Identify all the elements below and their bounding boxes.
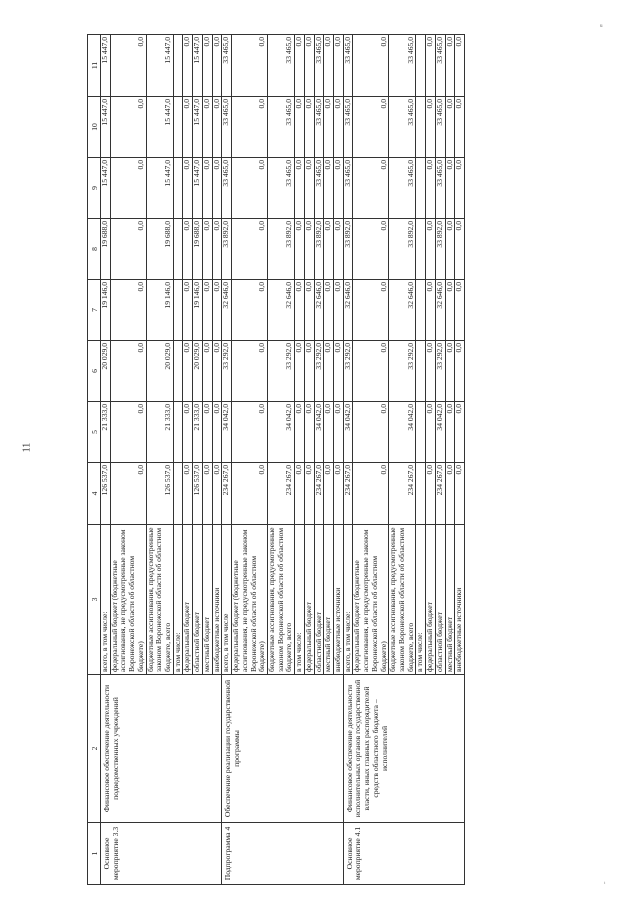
amount-cell: 33 292,0: [222, 341, 232, 402]
amount-cell: 0,0: [304, 219, 314, 280]
amount-cell: 0,0: [304, 463, 314, 525]
amount-cell: 0,0: [110, 97, 146, 158]
amount-cell: 0,0: [202, 463, 212, 525]
amount-cell: 0,0: [455, 97, 465, 158]
amount-cell: 33 892,0: [435, 219, 445, 280]
amount-cell: 0,0: [445, 402, 455, 463]
amount-cell: 0,0: [426, 463, 436, 525]
amount-cell: 0,0: [202, 402, 212, 463]
amount-cell: 33 465,0: [435, 158, 445, 219]
amount-cell: 33 292,0: [389, 341, 416, 402]
amount-cell: 0,0: [333, 97, 343, 158]
amount-cell: 33 892,0: [343, 219, 353, 280]
amount-cell: 0,0: [212, 402, 222, 463]
amount-cell: 34 042,0: [435, 402, 445, 463]
amount-cell: 33 465,0: [267, 35, 294, 97]
amount-cell: 0,0: [212, 158, 222, 219]
amount-cell: 234 267,0: [222, 463, 232, 525]
amount-cell: 0,0: [183, 341, 193, 402]
amount-cell: 0,0: [353, 280, 389, 341]
amount-cell: 15 447,0: [101, 35, 111, 97]
amount-cell: 0,0: [445, 280, 455, 341]
table-row: [222, 35, 232, 885]
amount-cell: 0,0: [426, 158, 436, 219]
amount-cell: 0,0: [333, 280, 343, 341]
amount-cell: 0,0: [426, 219, 436, 280]
amount-cell: 20 029,0: [146, 341, 173, 402]
amount-cell: 0,0: [212, 341, 222, 402]
amount-cell: 34 042,0: [222, 402, 232, 463]
amount-cell: 0,0: [295, 280, 305, 341]
amount-cell: 33 465,0: [222, 97, 232, 158]
amount-cell: 0,0: [110, 219, 146, 280]
amount-cell: 33 892,0: [267, 219, 294, 280]
amount-cell: 0,0: [202, 341, 212, 402]
amount-cell: 0,0: [212, 219, 222, 280]
amount-cell: 0,0: [353, 97, 389, 158]
funding-source-cell: федеральный бюджет (бюджетные ассигнования, не предусмотренные законом Воронежской области об областном бюджете): [232, 525, 268, 675]
amount-cell: 0,0: [324, 402, 334, 463]
amount-cell: 0,0: [353, 341, 389, 402]
amount-cell: 33 465,0: [435, 97, 445, 158]
funding-source-cell: бюджетные ассигнования, предусмотренные законом Воронежской области об областном бюджете, всего: [389, 525, 416, 675]
amount-cell: 0,0: [324, 35, 334, 97]
amount-cell: 0,0: [183, 219, 193, 280]
amount-cell: 0,0: [295, 219, 305, 280]
amount-cell: 15 447,0: [146, 158, 173, 219]
amount-cell: 234 267,0: [343, 463, 353, 525]
funding-source-cell: федеральный бюджет: [304, 525, 314, 675]
amount-cell: 0,0: [426, 402, 436, 463]
amount-cell: 33 465,0: [222, 158, 232, 219]
amount-cell: 0,0: [333, 35, 343, 97]
amount-cell: 0,0: [304, 97, 314, 158]
amount-cell: 0,0: [295, 158, 305, 219]
amount-cell: 34 042,0: [343, 402, 353, 463]
bottom-mark: ᵗ: [604, 880, 606, 888]
amount-cell: 0,0: [324, 463, 334, 525]
funding-source-cell: в том числе:: [295, 525, 305, 675]
column-header: 3: [88, 525, 101, 675]
funding-source-cell: в том числе:: [416, 525, 426, 675]
amount-cell: 0,0: [232, 341, 268, 402]
amount-cell: 0,0: [202, 158, 212, 219]
column-header: 7: [88, 280, 101, 341]
funding-source-cell: местный бюджет: [202, 525, 212, 675]
amount-cell: 19 146,0: [101, 280, 111, 341]
amount-cell: 0,0: [212, 35, 222, 97]
amount-cell: 0,0: [232, 402, 268, 463]
amount-cell: 0,0: [304, 35, 314, 97]
amount-cell: 0,0: [445, 219, 455, 280]
amount-cell: 32 646,0: [267, 280, 294, 341]
amount-cell: 234 267,0: [435, 463, 445, 525]
amount-cell: 0,0: [426, 97, 436, 158]
budget-table: [87, 34, 465, 885]
funding-source-cell: местный бюджет: [324, 525, 334, 675]
column-header: 6: [88, 341, 101, 402]
amount-cell: 19 146,0: [193, 280, 203, 341]
funding-source-cell: областной бюджет: [193, 525, 203, 675]
amount-cell: 33 465,0: [267, 97, 294, 158]
amount-cell: 33 465,0: [435, 35, 445, 97]
amount-cell: 0,0: [183, 35, 193, 97]
amount-cell: 0,0: [455, 219, 465, 280]
amount-cell: 15 447,0: [193, 35, 203, 97]
amount-cell: 0,0: [232, 219, 268, 280]
amount-cell: 0,0: [324, 158, 334, 219]
funding-source-cell: внебюджетные источники: [455, 525, 465, 675]
column-header: 10: [88, 97, 101, 158]
amount-cell: 0,0: [232, 280, 268, 341]
column-header: 1: [88, 823, 101, 885]
amount-cell: 0,0: [353, 158, 389, 219]
amount-cell: 0,0: [324, 219, 334, 280]
amount-cell: 32 646,0: [343, 280, 353, 341]
amount-cell: 33 465,0: [314, 158, 324, 219]
amount-cell: 34 042,0: [389, 402, 416, 463]
funding-source-cell: всего, в том числе:: [101, 525, 111, 675]
amount-cell: 20 029,0: [193, 341, 203, 402]
amount-cell: 234 267,0: [314, 463, 324, 525]
amount-cell: 0,0: [324, 97, 334, 158]
amount-cell: 33 292,0: [314, 341, 324, 402]
rotated-table-wrapper: [87, 35, 597, 885]
amount-cell: 0,0: [110, 463, 146, 525]
column-header: 5: [88, 402, 101, 463]
amount-cell: 0,0: [232, 97, 268, 158]
amount-cell: 0,0: [295, 463, 305, 525]
amount-cell: 0,0: [110, 280, 146, 341]
column-header: 11: [88, 35, 101, 97]
amount-cell: 0,0: [333, 158, 343, 219]
funding-source-cell: внебюджетные источники: [212, 525, 222, 675]
amount-cell: 33 465,0: [343, 97, 353, 158]
amount-cell: 0,0: [445, 158, 455, 219]
column-header: 2: [88, 675, 101, 823]
amount-cell: 0,0: [183, 463, 193, 525]
amount-cell: 33 892,0: [389, 219, 416, 280]
amount-cell: 33 465,0: [343, 158, 353, 219]
amount-cell: 19 146,0: [146, 280, 173, 341]
funding-source-cell: всего, в том числе:: [343, 525, 353, 675]
column-header: 8: [88, 219, 101, 280]
funding-source-cell: бюджетные ассигнования, предусмотренные законом Воронежской области об областном бюджете, всего: [267, 525, 294, 675]
amount-cell: 0,0: [232, 35, 268, 97]
amount-cell: 33 292,0: [267, 341, 294, 402]
amount-cell: 33 465,0: [314, 97, 324, 158]
amount-cell: 33 892,0: [222, 219, 232, 280]
amount-cell: 0,0: [324, 341, 334, 402]
amount-cell: 32 646,0: [389, 280, 416, 341]
program-code-cell: Основное мероприятие 4.1: [343, 823, 464, 885]
amount-cell: 34 042,0: [314, 402, 324, 463]
amount-cell: 0,0: [304, 280, 314, 341]
amount-cell: 0,0: [304, 158, 314, 219]
amount-cell: 0,0: [304, 402, 314, 463]
amount-cell: 0,0: [304, 341, 314, 402]
amount-cell: 33 465,0: [389, 97, 416, 158]
amount-cell: 21 333,0: [101, 402, 111, 463]
amount-cell: 0,0: [202, 219, 212, 280]
column-header: 9: [88, 158, 101, 219]
amount-cell: 15 447,0: [101, 97, 111, 158]
amount-cell: 0,0: [212, 463, 222, 525]
amount-cell: 33 465,0: [314, 35, 324, 97]
funding-source-cell: всего, в том числе: [222, 525, 232, 675]
program-code-cell: Основное мероприятие 3.3: [101, 823, 222, 885]
amount-cell: 0,0: [202, 35, 212, 97]
amount-cell: 0,0: [455, 463, 465, 525]
amount-cell: 21 333,0: [146, 402, 173, 463]
amount-cell: 0,0: [295, 97, 305, 158]
amount-cell: 0,0: [353, 219, 389, 280]
amount-cell: 0,0: [212, 97, 222, 158]
amount-cell: 234 267,0: [267, 463, 294, 525]
corner-mark: ᵘ: [600, 22, 603, 31]
amount-cell: 32 646,0: [314, 280, 324, 341]
amount-cell: 0,0: [183, 97, 193, 158]
funding-source-cell: федеральный бюджет (бюджетные ассигнования, не предусмотренные законом Воронежской области об областном бюджете): [353, 525, 389, 675]
amount-cell: 0,0: [232, 158, 268, 219]
amount-cell: 0,0: [445, 35, 455, 97]
table-body: [101, 35, 465, 885]
funding-source-cell: местный бюджет: [445, 525, 455, 675]
amount-cell: 19 688,0: [101, 219, 111, 280]
header-row: [88, 35, 101, 885]
amount-cell: 0,0: [333, 463, 343, 525]
program-code-cell: Подпрограмма 4: [222, 823, 343, 885]
amount-cell: 0,0: [455, 35, 465, 97]
amount-cell: 0,0: [183, 402, 193, 463]
funding-source-cell: федеральный бюджет: [183, 525, 193, 675]
amount-cell: 15 447,0: [146, 35, 173, 97]
amount-cell: 0,0: [324, 280, 334, 341]
funding-source-cell: бюджетные ассигнования, предусмотренные законом Воронежской области об областном бюджете, всего: [146, 525, 173, 675]
amount-cell: 0,0: [295, 35, 305, 97]
amount-cell: 33 292,0: [343, 341, 353, 402]
amount-cell: 0,0: [426, 35, 436, 97]
amount-cell: 0,0: [455, 341, 465, 402]
amount-cell: 0,0: [455, 158, 465, 219]
amount-cell: 234 267,0: [389, 463, 416, 525]
amount-cell: 0,0: [110, 35, 146, 97]
amount-cell: 0,0: [426, 280, 436, 341]
amount-cell: 33 892,0: [314, 219, 324, 280]
amount-cell: 0,0: [110, 158, 146, 219]
page-number: 11: [21, 442, 33, 453]
amount-cell: 0,0: [333, 402, 343, 463]
program-name-cell: Обеспечение реализации государственной программы: [222, 675, 343, 823]
amount-cell: 0,0: [232, 463, 268, 525]
amount-cell: 19 688,0: [193, 219, 203, 280]
amount-cell: 0,0: [353, 402, 389, 463]
amount-cell: 0,0: [353, 35, 389, 97]
amount-cell: 0,0: [110, 341, 146, 402]
amount-cell: 33 465,0: [389, 35, 416, 97]
amount-cell: 0,0: [445, 97, 455, 158]
amount-cell: 15 447,0: [193, 158, 203, 219]
amount-cell: 0,0: [353, 463, 389, 525]
table-row: [343, 35, 353, 885]
funding-source-cell: внебюджетные источники: [333, 525, 343, 675]
funding-source-cell: федеральный бюджет (бюджетные ассигнования, не предусмотренные законом Воронежской области об областном бюджете): [110, 525, 146, 675]
amount-cell: 0,0: [212, 280, 222, 341]
amount-cell: 126 537,0: [101, 463, 111, 525]
amount-cell: 33 292,0: [435, 341, 445, 402]
table-row: [101, 35, 111, 885]
amount-cell: 0,0: [110, 402, 146, 463]
amount-cell: 0,0: [426, 341, 436, 402]
amount-cell: 33 465,0: [222, 35, 232, 97]
amount-cell: 0,0: [455, 280, 465, 341]
amount-cell: 34 042,0: [267, 402, 294, 463]
amount-cell: 126 537,0: [193, 463, 203, 525]
amount-cell: 0,0: [183, 280, 193, 341]
program-name-cell: Финансовое обеспечение деятельности исполнительных органов государственной власти, иных главных распорядителей средств областного бюджета – исполнителей: [343, 675, 464, 823]
funding-source-cell: федеральный бюджет: [426, 525, 436, 675]
amount-cell: 0,0: [295, 402, 305, 463]
amount-cell: 32 646,0: [222, 280, 232, 341]
amount-cell: 126 537,0: [146, 463, 173, 525]
amount-cell: 0,0: [333, 341, 343, 402]
program-name-cell: Финансовое обеспечение деятельности подведомственных учреждений: [101, 675, 222, 823]
column-header: 4: [88, 463, 101, 525]
amount-cell: 0,0: [202, 97, 212, 158]
amount-cell: 33 465,0: [267, 158, 294, 219]
amount-cell: 0,0: [333, 219, 343, 280]
amount-cell: 0,0: [445, 463, 455, 525]
amount-cell: 21 333,0: [193, 402, 203, 463]
amount-cell: 0,0: [455, 402, 465, 463]
amount-cell: 0,0: [445, 341, 455, 402]
amount-cell: 0,0: [183, 158, 193, 219]
amount-cell: 32 646,0: [435, 280, 445, 341]
amount-cell: 15 447,0: [193, 97, 203, 158]
funding-source-cell: областной бюджет: [435, 525, 445, 675]
funding-source-cell: в том числе:: [173, 525, 183, 675]
amount-cell: 15 447,0: [101, 158, 111, 219]
amount-cell: 0,0: [295, 341, 305, 402]
amount-cell: 15 447,0: [146, 97, 173, 158]
amount-cell: 33 465,0: [343, 35, 353, 97]
amount-cell: 33 465,0: [389, 158, 416, 219]
amount-cell: 20 029,0: [101, 341, 111, 402]
amount-cell: 19 688,0: [146, 219, 173, 280]
amount-cell: 0,0: [202, 280, 212, 341]
funding-source-cell: областной бюджет: [314, 525, 324, 675]
